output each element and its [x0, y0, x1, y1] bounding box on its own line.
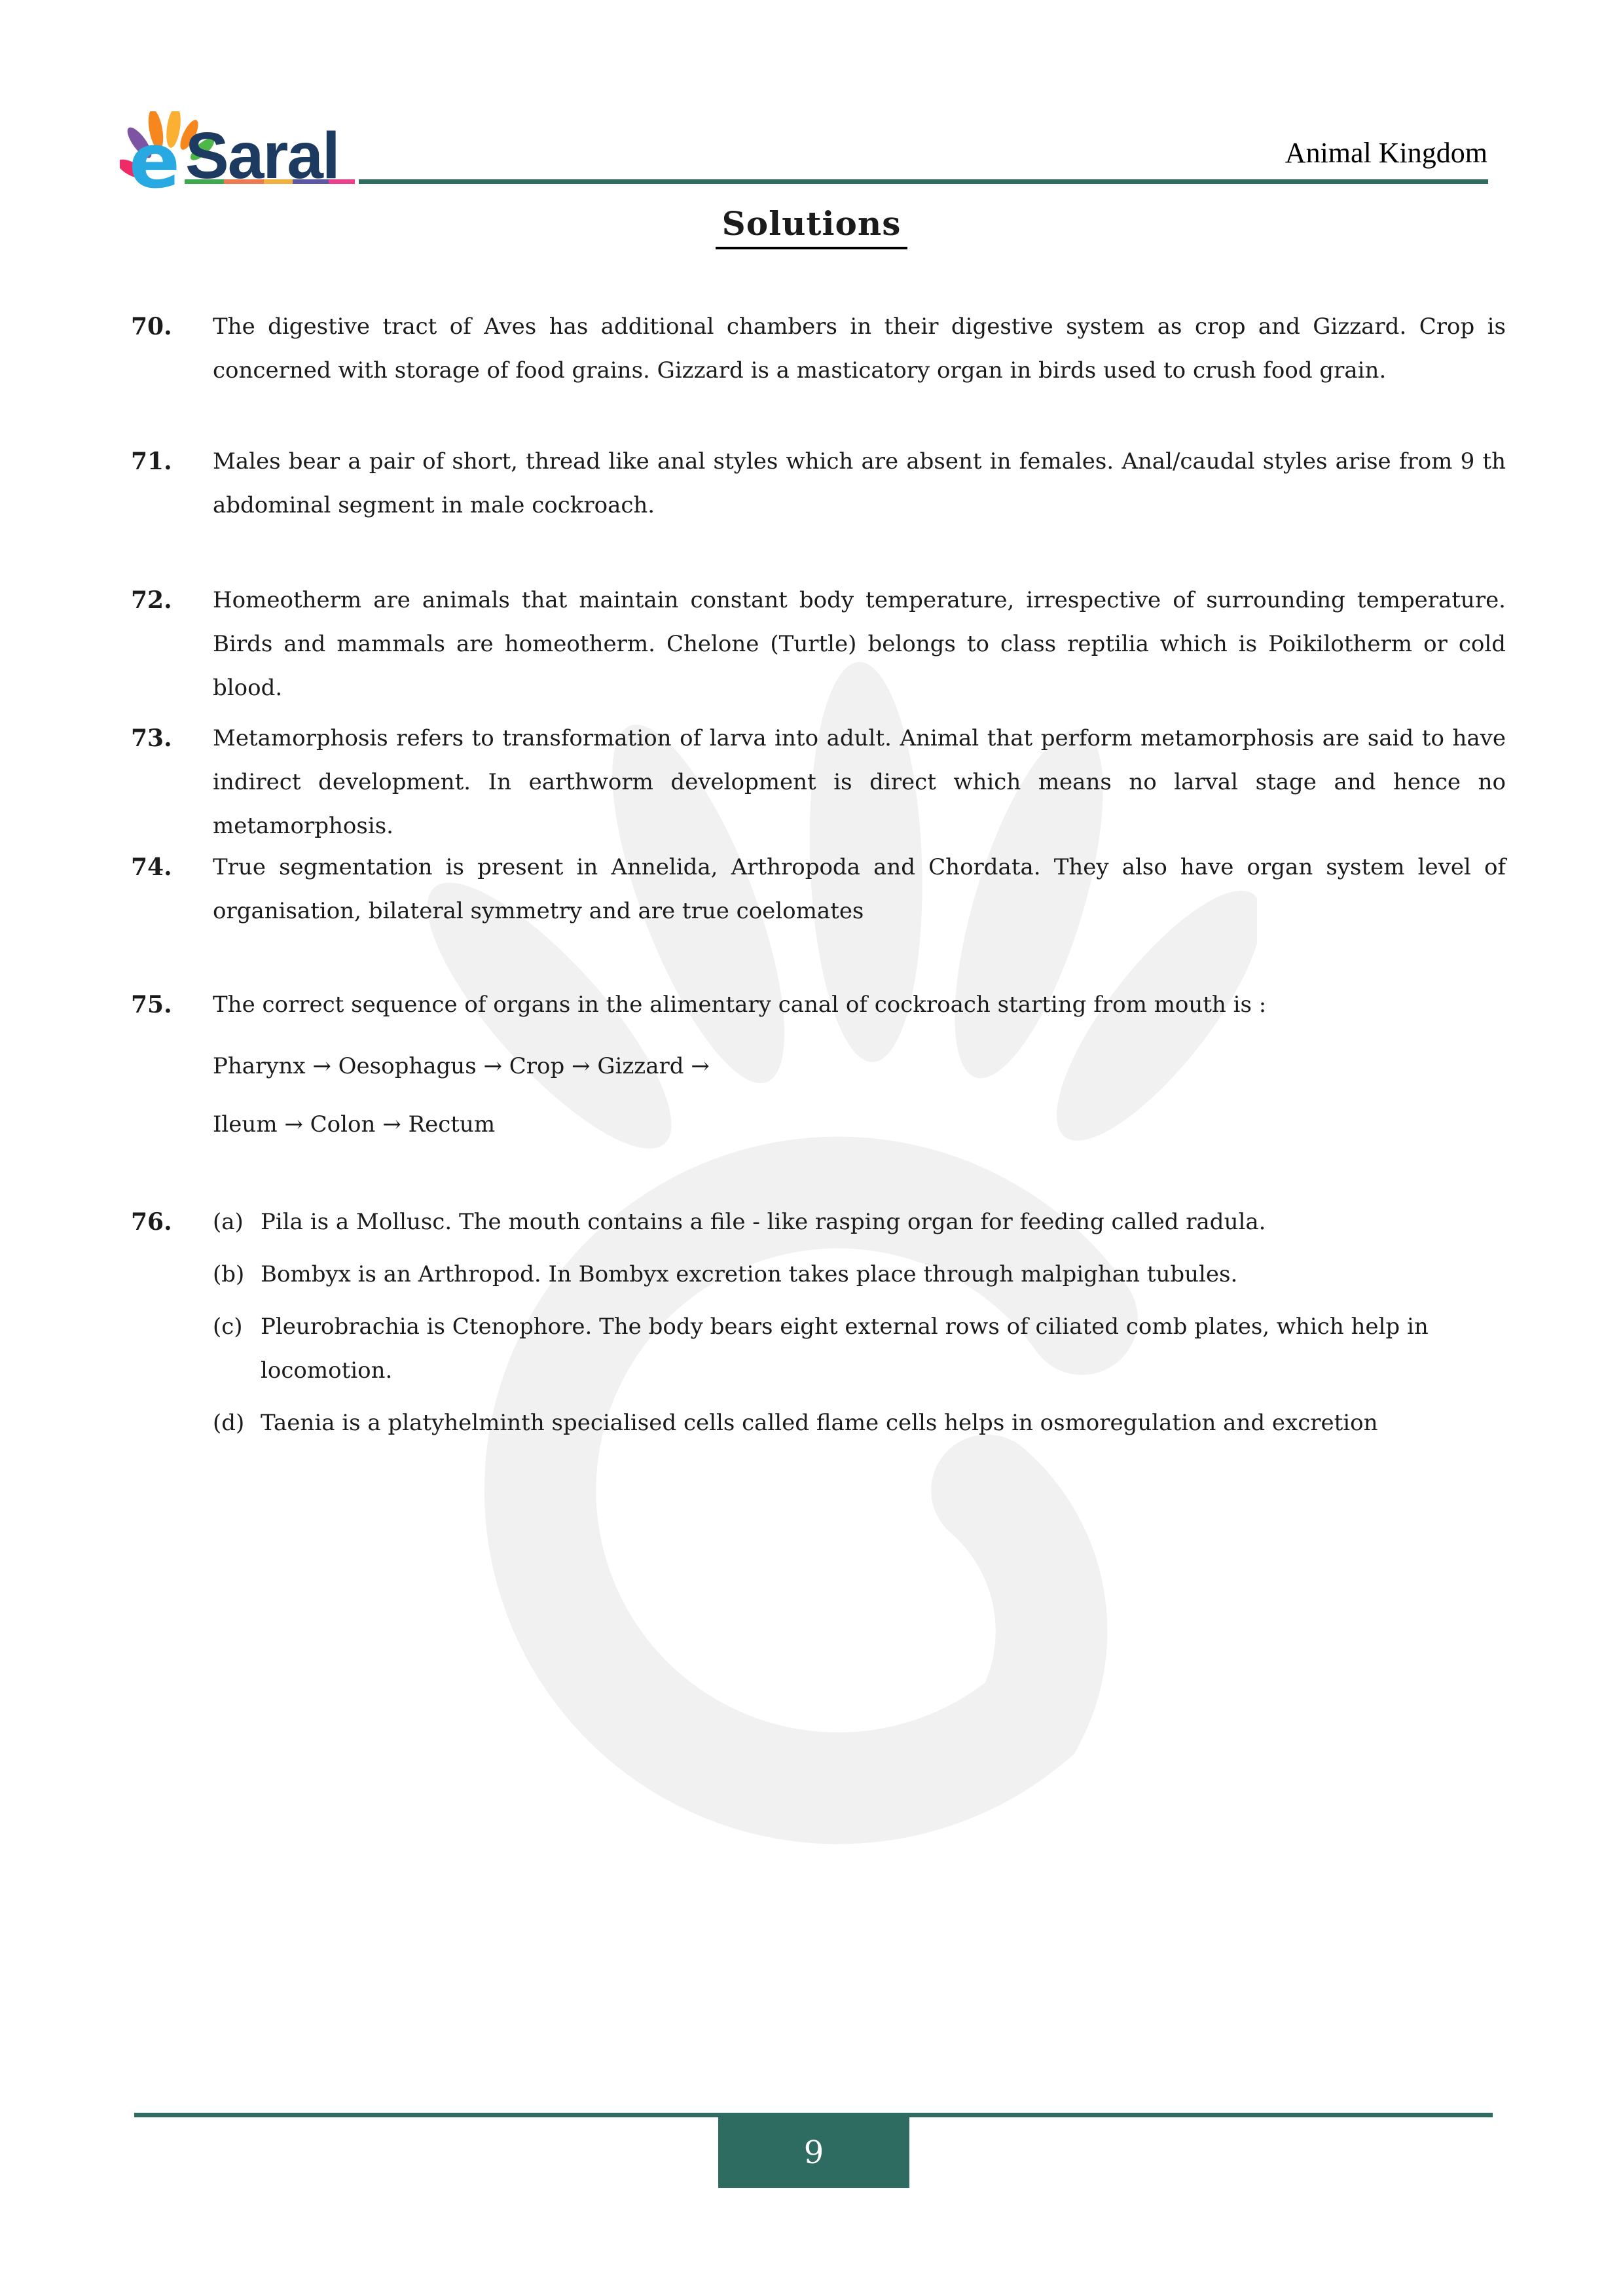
option-c	[213, 1305, 1506, 1393]
question-text: The digestive tract of Aves has additional chambers in their digestive system as crop and Gizzard. Crop is concerned with storage of food grains. Gizzard is a masticatory organ in birds used to crush food grain.	[213, 314, 1506, 384]
question-number: 76.	[131, 1208, 172, 1236]
option-text: Pleurobrachia is Ctenophore. The body bears eight external rows of ciliated comb plates, which help in locomotion.	[261, 1314, 1429, 1384]
header-rule-teal	[359, 179, 1488, 184]
footer-rule	[134, 2113, 1493, 2117]
page-title: Solutions	[716, 204, 908, 249]
option-label: (a)	[213, 1209, 244, 1235]
question-text: The correct sequence of organs in the alimentary canal of cockroach starting from mouth is :	[213, 992, 1267, 1018]
question-body	[213, 983, 1506, 1147]
option-a	[213, 1200, 1506, 1244]
option-text: Pila is a Mollusc. The mouth contains a file - like rasping organ for feeding called radula.	[261, 1209, 1266, 1235]
question-number: 73.	[131, 725, 172, 752]
question-number: 74.	[131, 853, 172, 881]
option-label: (d)	[213, 1410, 245, 1436]
brand-letter-e: e	[129, 118, 180, 206]
question-text: Metamorphosis refers to transformation of larva into adult. Animal that perform metamorphosis are said to have indirect development. In earthworm development is direct which means no larval stage and hence no metamorphosis.	[213, 725, 1506, 839]
page-title-row	[0, 204, 1623, 249]
option-b	[213, 1253, 1506, 1297]
option-label: (b)	[213, 1261, 245, 1287]
question-number: 72.	[131, 586, 172, 614]
option-label: (c)	[213, 1314, 243, 1340]
question-text: Homeotherm are animals that maintain constant body temperature, irrespective of surrounding temperature. Birds and mammals are homeotherm. Chelone (Turtle) belongs to class reptilia which is Poikilotherm or cold blood.	[213, 587, 1506, 701]
option-text: Taenia is a platyhelminth specialised cells called flame cells helps in osmoregulation and excretion	[261, 1410, 1378, 1436]
sequence-line-2: Ileum → Colon → Rectum	[213, 1111, 496, 1138]
question-text: True segmentation is present in Annelida, Arthropoda and Chordata. They also have organ system level of organisation, bilateral symmetry and are true coelomates	[213, 854, 1506, 924]
page-number-badge: 9	[718, 2117, 909, 2188]
option-text: Bombyx is an Arthropod. In Bombyx excretion takes place through malpighan tubules.	[261, 1261, 1238, 1287]
question-text: Males bear a pair of short, thread like anal styles which are absent in females. Anal/caudal styles arise from 9 th abdominal segment in male cockroach.	[213, 448, 1506, 518]
brand-name: Saral	[185, 119, 339, 192]
question-number: 70.	[131, 313, 172, 340]
question-number: 71.	[131, 448, 172, 475]
question-number: 75.	[131, 991, 172, 1018]
chapter-title: Animal Kingdom	[1285, 137, 1487, 169]
question-body	[213, 1200, 1506, 1454]
option-d	[213, 1401, 1506, 1445]
sequence-line-1: Pharynx → Oesophagus → Crop → Gizzard →	[213, 1053, 710, 1079]
